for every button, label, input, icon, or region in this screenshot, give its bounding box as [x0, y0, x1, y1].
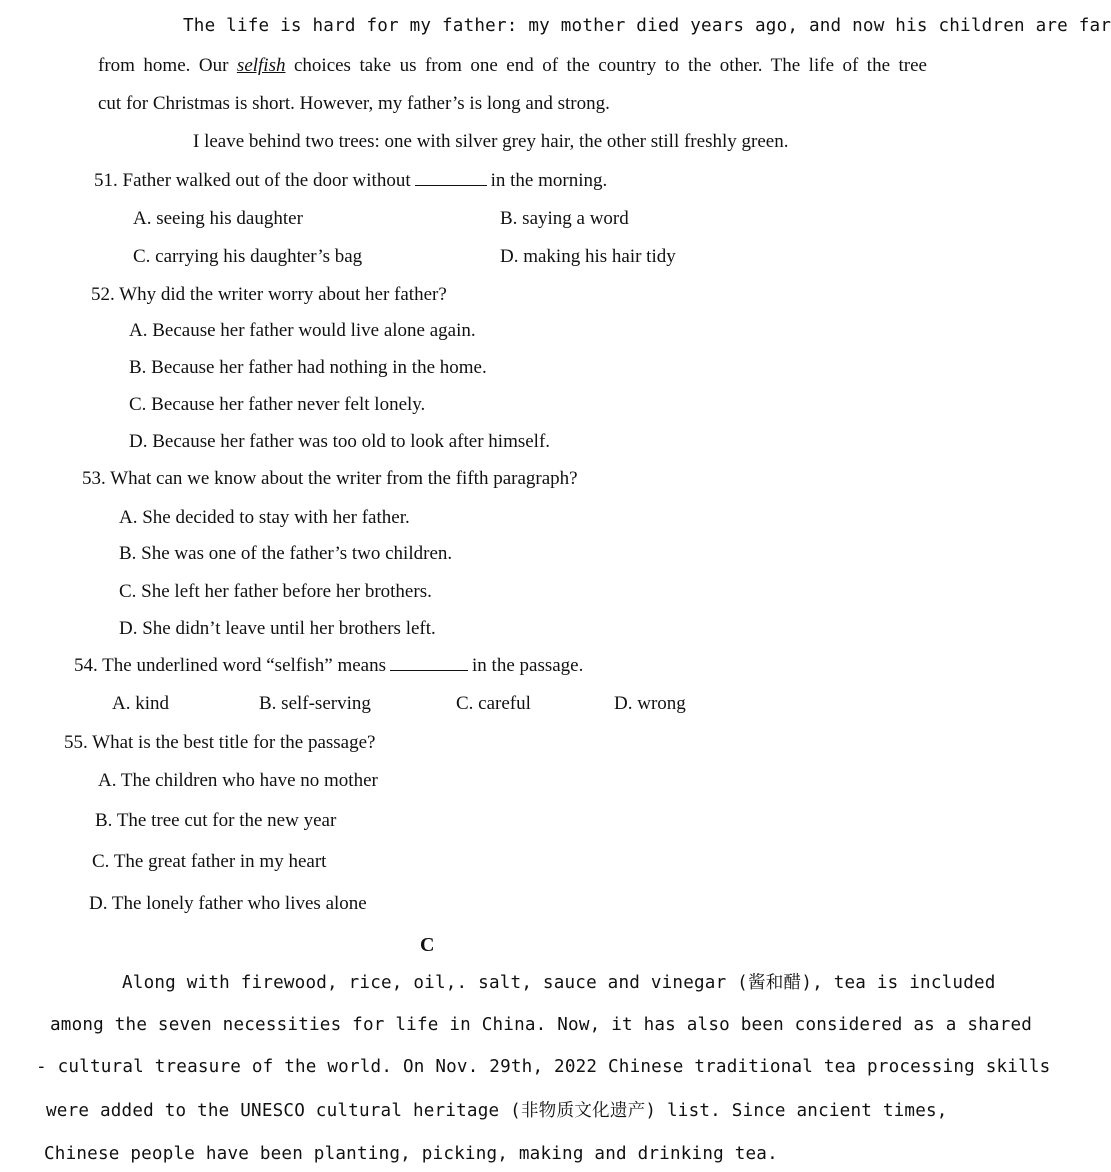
- option-51-a: A. seeing his daughter: [133, 208, 303, 229]
- option-54-d: D. wrong: [614, 693, 686, 714]
- passage-line: Chinese people have been planting, picking, making and drinking tea.: [44, 1144, 778, 1164]
- option-52-d: D. Because her father was too old to look after himself.: [129, 431, 551, 452]
- option-55-d: D. The lonely father who lives alone: [89, 893, 367, 914]
- option-52-c: C. Because her father never felt lonely.: [129, 394, 426, 415]
- option-51-b: B. saying a word: [500, 208, 629, 229]
- option-55-b: B. The tree cut for the new year: [95, 810, 337, 831]
- passage-text: from home. Our: [98, 55, 237, 76]
- question-53-stem: 53. What can we know about the writer from the fifth paragraph?: [82, 468, 578, 489]
- option-52-a: A. Because her father would live alone again.: [129, 320, 476, 341]
- question-54-stem: [74, 654, 583, 678]
- passage-line: - cultural treasure of the world. On Nov. 29th, 2022 Chinese traditional tea processing skills: [36, 1057, 1051, 1077]
- option-54-c: C. careful: [456, 693, 531, 714]
- option-53-a: A. She decided to stay with her father.: [119, 507, 410, 528]
- option-54-b: B. self-serving: [259, 693, 371, 714]
- option-55-a: A. The children who have no mother: [98, 770, 378, 791]
- question-stem-text: 54. The underlined word “selfish” means: [74, 655, 387, 676]
- question-stem-text: 51. Father walked out of the door without: [94, 170, 411, 191]
- passage-line: I leave behind two trees: one with silver grey hair, the other still freshly green.: [193, 131, 789, 152]
- underlined-word-selfish: selfish: [236, 55, 286, 76]
- passage-line: Along with firewood, rice, oil,. salt, sauce and vinegar (酱和醋), tea is included: [122, 973, 996, 993]
- question-51-stem: [94, 169, 607, 193]
- option-53-b: B. She was one of the father’s two children.: [119, 543, 453, 564]
- question-stem-text: in the morning.: [490, 170, 608, 191]
- question-52-stem: 52. Why did the writer worry about her father?: [91, 284, 447, 305]
- passage-line: among the seven necessities for life in China. Now, it has also been considered as a shared: [50, 1015, 1033, 1035]
- question-55-stem: 55. What is the best title for the passage?: [64, 732, 376, 753]
- answer-blank: [415, 171, 487, 186]
- passage-line: The life is hard for my father: my mother died years ago, and now his children are far: [183, 16, 1111, 36]
- option-51-d: D. making his hair tidy: [500, 246, 676, 267]
- option-53-d: D. She didn’t leave until her brothers left.: [119, 618, 436, 639]
- answer-blank: [390, 656, 468, 671]
- passage-text: choices take us from one end of the country to the other. The life of the tree: [285, 55, 927, 76]
- passage-line: [98, 54, 927, 78]
- passage-line: cut for Christmas is short. However, my father’s is long and strong.: [98, 93, 610, 114]
- option-55-c: C. The great father in my heart: [92, 851, 327, 872]
- option-51-c: C. carrying his daughter’s bag: [133, 246, 363, 267]
- option-54-a: A. kind: [112, 693, 169, 714]
- option-53-c: C. She left her father before her brothers.: [119, 581, 432, 602]
- question-stem-text: in the passage.: [472, 655, 584, 676]
- option-52-b: B. Because her father had nothing in the home.: [129, 357, 487, 378]
- section-heading: C: [420, 934, 435, 956]
- passage-line: were added to the UNESCO cultural heritage (非物质文化遗产) list. Since ancient times,: [46, 1101, 948, 1121]
